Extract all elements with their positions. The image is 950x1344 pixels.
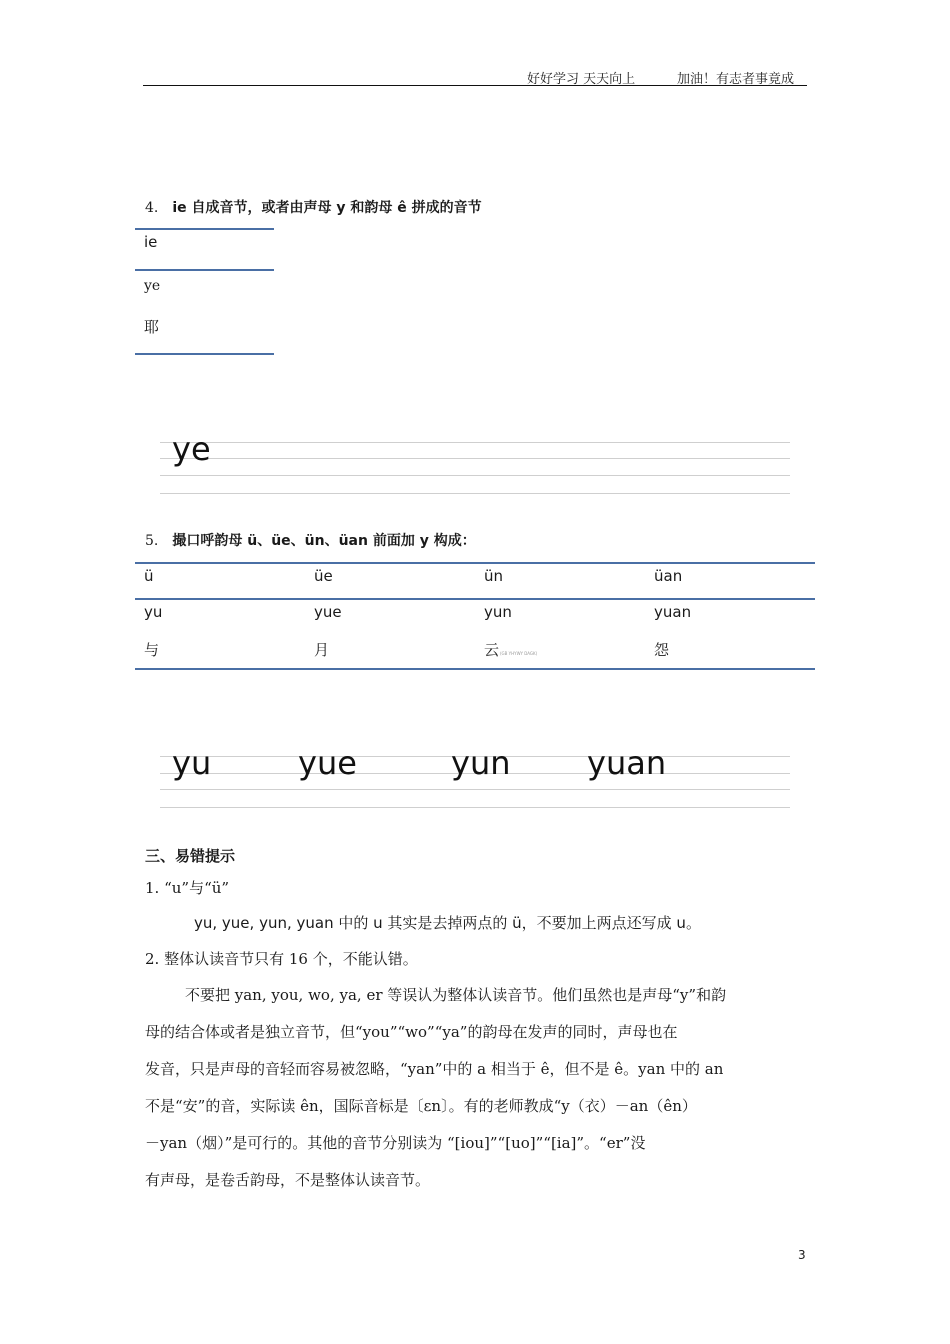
header-motto-right: 加油！有志者事竟成 — [677, 72, 795, 87]
table-4-syllable-ye: ye — [144, 278, 161, 294]
practice-word-yuan: yuan — [587, 744, 667, 782]
writing-line — [160, 789, 790, 790]
header-motto-left: 好好学习 天天向上 — [527, 72, 636, 87]
table-5-header-uan: üan — [654, 567, 683, 585]
tips-paragraph-line: 发音，只是声母的音轻而容易被忽略，“yan”中的 a 相当于 ê，但不是 ê。yan 中的 an — [145, 1060, 724, 1078]
tips-item-2-title: 2. 整体认读音节只有 16 个，不能认错。 — [145, 950, 418, 968]
section-5-heading — [145, 530, 476, 550]
header-rule — [143, 85, 807, 86]
tips-paragraph-line: 不要把 yan, you, wo, ya, er 等误认为整体认读音节。他们虽然也是声母“y”和韵 — [185, 986, 727, 1004]
table-5-example-yue: 月 — [314, 641, 330, 659]
table-4-top-rule — [135, 228, 274, 230]
table-5-example-yu: 与 — [144, 641, 160, 659]
table-5-tiny-note: (GB YHYWY DAGK) — [500, 651, 538, 656]
writing-line — [160, 458, 790, 459]
table-5-bottom-rule — [135, 668, 815, 670]
tips-item-1-title: 1. “u”与“ü” — [145, 879, 230, 897]
section-4-heading — [145, 197, 482, 217]
tips-paragraph-line: 不是“安”的音，实际读 ên，国际音标是〔εn〕。有的老师教成“y（衣）－an（ên） — [145, 1097, 697, 1115]
section-5-number: 5. — [145, 533, 159, 549]
practice-word-ye: ye — [172, 430, 211, 468]
table-5-syllable-yun: yun — [484, 603, 512, 621]
writing-line — [160, 442, 790, 443]
table-5-syllable-yu: yu — [144, 603, 163, 621]
practice-word-yu: yu — [172, 744, 212, 782]
tips-paragraph-line: －yan（烟）”是可行的。其他的音节分别读为 “[iou]”“[uo]”“[ia]”。“er”没 — [145, 1134, 646, 1152]
table-5-header-u: ü — [144, 567, 154, 585]
tips-paragraph-line: 母的结合体或者是独立音节，但“you”“wo”“ya”的韵母在发声的同时，声母也在 — [145, 1023, 678, 1041]
tips-paragraph-line: 有声母，是卷舌韵母，不是整体认读音节。 — [145, 1171, 431, 1189]
table-5-example-yun: 云 — [484, 641, 500, 659]
writing-line — [160, 475, 790, 476]
tips-item-1-body: yu, yue, yun, yuan 中的 u 其实是去掉两点的 ü，不要加上两点还写成 u。 — [194, 914, 701, 932]
section-5-title: 撮口呼韵母 ü、üe、ün、üan 前面加 y 构成： — [172, 533, 476, 549]
table-5-top-rule — [135, 562, 815, 564]
table-4-header-rule — [135, 269, 274, 271]
table-4-header-ie: ie — [144, 233, 158, 251]
practice-word-yun: yun — [451, 744, 511, 782]
table-5-syllable-yuan: yuan — [654, 603, 692, 621]
page-number: 3 — [798, 1248, 806, 1262]
section-4-title: ie 自成音节，或者由声母 y 和韵母 ê 拼成的音节 — [172, 200, 482, 216]
table-5-header-un: ün — [484, 567, 504, 585]
section-4-number: 4. — [145, 200, 159, 216]
tips-heading: 三、易错提示 — [145, 847, 236, 865]
table-4-bottom-rule — [135, 353, 274, 355]
practice-word-yue: yue — [298, 744, 357, 782]
table-5-example-yuan: 怨 — [654, 641, 670, 659]
writing-line — [160, 493, 790, 494]
table-4-example-ye: 耶 — [144, 318, 160, 336]
writing-line — [160, 807, 790, 808]
table-5-header-ue: üe — [314, 567, 333, 585]
table-5-header-rule — [135, 598, 815, 600]
table-5-syllable-yue: yue — [314, 603, 342, 621]
